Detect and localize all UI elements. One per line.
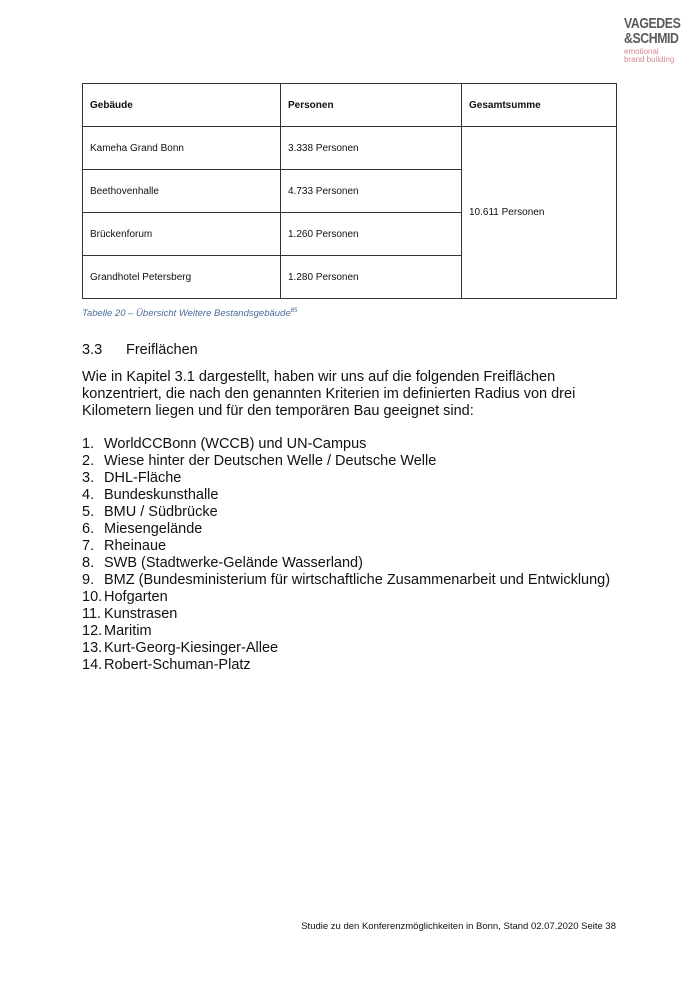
list-item: [82, 606, 610, 623]
list-item: [82, 538, 610, 555]
logo-line-1: VAGEDES: [624, 15, 681, 32]
list-number: 3.: [82, 470, 95, 486]
list-text: DHL-Fläche: [104, 470, 182, 486]
list-text: Kunstrasen: [104, 606, 178, 622]
section-title: Freiflächen: [126, 342, 198, 358]
footnote-marker[interactable]: 85: [290, 308, 298, 314]
section-heading: [82, 342, 198, 358]
list-item: [82, 453, 610, 470]
header-total: Gesamtsumme: [462, 84, 617, 127]
list-number: 5.: [82, 504, 95, 520]
list-text: Maritim: [104, 623, 152, 639]
cell-total: 10.611 Personen: [462, 127, 617, 299]
list-text: Bundeskunsthalle: [104, 487, 219, 503]
list-number: 14.: [82, 657, 103, 673]
list-number: 11.: [82, 606, 102, 622]
cell-building: Kameha Grand Bonn: [83, 127, 281, 170]
list-text: Miesengelände: [104, 521, 203, 537]
list-text: Kurt-Georg-Kiesinger-Allee: [104, 640, 279, 656]
logo-tagline-2: brand building: [624, 55, 675, 64]
list-number: 2.: [82, 453, 95, 469]
list-number: 13.: [82, 640, 103, 656]
list-item: [82, 436, 610, 453]
list-text: Hofgarten: [104, 589, 168, 605]
cell-building: Brückenforum: [83, 213, 281, 256]
cell-building: Grandhotel Petersberg: [83, 256, 281, 299]
cell-persons: 1.280 Personen: [281, 256, 462, 299]
list-number: 7.: [82, 538, 95, 554]
logo-tagline-1: emotional: [624, 47, 659, 56]
buildings-table: [82, 83, 617, 299]
list-item: [82, 640, 610, 657]
list-text: WorldCCBonn (WCCB) und UN-Campus: [104, 436, 367, 452]
list-item: [82, 657, 610, 674]
header-persons: Personen: [281, 84, 462, 127]
list-number: 8.: [82, 555, 95, 571]
cell-building: Beethovenhalle: [83, 170, 281, 213]
header-building: Gebäude: [83, 84, 281, 127]
list-item: [82, 572, 610, 589]
list-item: [82, 589, 610, 606]
intro-paragraph: Wie in Kapitel 3.1 dargestellt, haben wir uns auf die folgenden Freiflächen konzentriert, die nach den genannten Kriterien im definierten Radius von drei Kilometern liegen und für den temporären Bau geeignet sind:: [82, 369, 576, 419]
list-text: Robert-Schuman-Platz: [104, 657, 251, 673]
logo-line-2: &SCHMID: [624, 30, 679, 47]
list-number: 9.: [82, 572, 95, 588]
table-row: [83, 127, 617, 170]
section-number: 3.3: [82, 342, 103, 358]
list-text: Rheinaue: [104, 538, 167, 554]
list-text: Wiese hinter der Deutschen Welle / Deutsche Welle: [104, 453, 437, 469]
list-text: BMU / Südbrücke: [104, 504, 218, 520]
list-item: [82, 504, 610, 521]
list-item: [82, 521, 610, 538]
cell-persons: 4.733 Personen: [281, 170, 462, 213]
table-caption: [82, 308, 297, 319]
caption-text: Tabelle 20 – Übersicht Weitere Bestandsgebäude: [82, 308, 291, 320]
page-footer: Studie zu den Konferenzmöglichkeiten in Bonn, Stand 02.07.2020 Seite 38: [301, 921, 616, 932]
list-item: [82, 470, 610, 487]
list-number: 10.: [82, 589, 103, 605]
cell-persons: 1.260 Personen: [281, 213, 462, 256]
list-text: BMZ (Bundesministerium für wirtschaftliche Zusammenarbeit und Entwicklung): [104, 572, 611, 588]
table-header-row: [83, 84, 617, 127]
open-spaces-list: [82, 436, 610, 674]
list-text: SWB (Stadtwerke-Gelände Wasserland): [104, 555, 363, 571]
cell-persons: 3.338 Personen: [281, 127, 462, 170]
company-logo: [624, 16, 686, 64]
list-item: [82, 555, 610, 572]
list-number: 6.: [82, 521, 95, 537]
list-number: 4.: [82, 487, 95, 503]
list-item: [82, 487, 610, 504]
list-number: 1.: [82, 436, 95, 452]
list-number: 12.: [82, 623, 103, 639]
list-item: [82, 623, 610, 640]
